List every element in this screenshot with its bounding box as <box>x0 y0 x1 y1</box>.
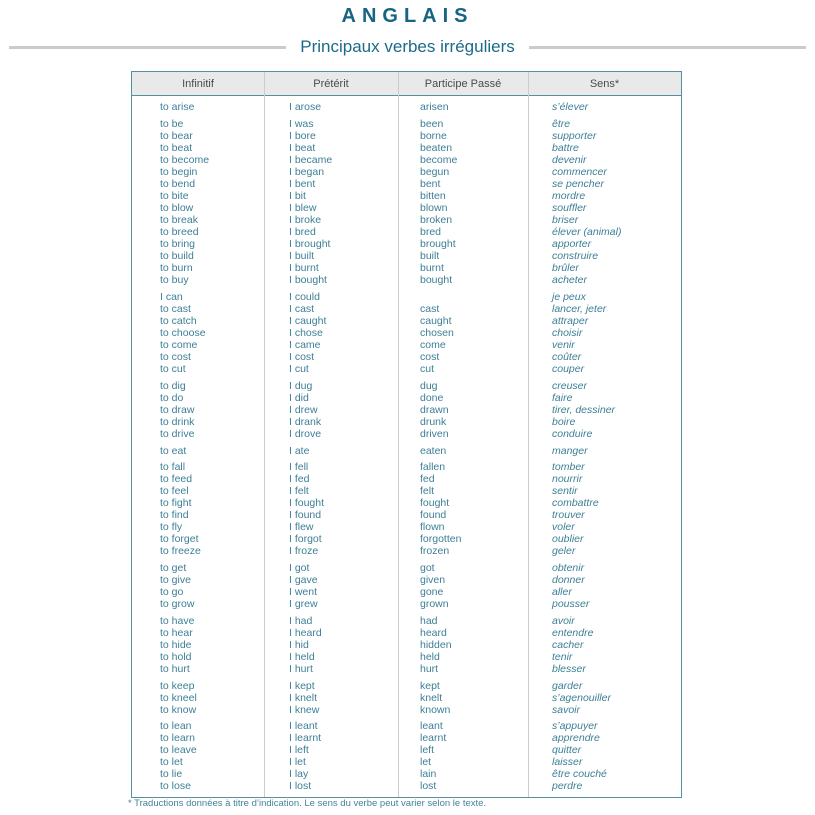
subtitle-row <box>9 37 806 57</box>
cell-sens: trouver <box>552 509 585 522</box>
cell-preterit: I was <box>289 118 314 131</box>
cell-participe-passe: cast <box>420 302 440 315</box>
table-row <box>132 680 681 692</box>
cell-sens: savoir <box>552 703 581 716</box>
cell-participe-passe: held <box>420 650 440 663</box>
cell-infinitif: to learn <box>160 732 196 745</box>
verb-group <box>132 442 681 459</box>
table-row <box>132 339 681 351</box>
cell-sens: briser <box>552 214 579 227</box>
cell-preterit: I cut <box>289 362 309 375</box>
table-row <box>132 521 681 533</box>
cell-sens: quitter <box>552 744 582 757</box>
verb-group <box>132 289 681 378</box>
table-row <box>132 615 681 627</box>
table-row <box>132 692 681 704</box>
cell-sens: geler <box>552 545 576 558</box>
cell-preterit: I blew <box>289 202 317 215</box>
cell-participe-passe: fought <box>420 497 450 510</box>
cell-participe-passe: broken <box>420 214 453 227</box>
cell-infinitif: to buy <box>160 274 189 287</box>
cell-infinitif: to give <box>160 574 191 587</box>
table-header-row <box>132 72 681 96</box>
cell-sens: je peux <box>552 290 586 303</box>
verb-group <box>132 377 681 442</box>
cell-preterit: I beat <box>289 142 316 155</box>
cell-preterit: I hid <box>289 638 309 651</box>
page-title: ANGLAIS <box>341 5 474 27</box>
cell-participe-passe: become <box>420 154 458 167</box>
cell-sens: garder <box>552 679 583 692</box>
cell-sens: tomber <box>552 461 585 474</box>
table-row <box>132 473 681 485</box>
cell-infinitif: to go <box>160 586 184 599</box>
cell-participe-passe: lost <box>420 780 437 793</box>
cell-infinitif: to grow <box>160 598 195 611</box>
cell-infinitif: to arise <box>160 101 195 114</box>
cell-sens: cacher <box>552 638 584 651</box>
cell-participe-passe: cut <box>420 362 435 375</box>
cell-preterit: I fed <box>289 473 310 486</box>
cell-participe-passe: got <box>420 562 435 575</box>
cell-infinitif: to draw <box>160 403 195 416</box>
cell-preterit: I drank <box>289 415 322 428</box>
cell-sens: battre <box>552 142 579 155</box>
cell-preterit: I heard <box>289 626 322 639</box>
cell-preterit: I fought <box>289 497 325 510</box>
table-row <box>132 142 681 154</box>
table-row <box>132 238 681 250</box>
cell-sens: tirer, dessiner <box>552 403 616 416</box>
cell-participe-passe: built <box>420 250 440 263</box>
cell-sens: oublier <box>552 533 584 546</box>
table-row <box>132 226 681 238</box>
cell-sens: perdre <box>552 780 583 793</box>
cell-infinitif: to have <box>160 614 195 627</box>
cell-preterit: I did <box>289 391 309 404</box>
cell-participe-passe: learnt <box>420 732 447 745</box>
cell-participe-passe: come <box>420 338 446 351</box>
table-row <box>132 291 681 303</box>
table-row <box>132 250 681 262</box>
cell-preterit: I dug <box>289 379 313 392</box>
cell-infinitif: to fly <box>160 521 183 534</box>
table-row <box>132 485 681 497</box>
cell-infinitif: to bring <box>160 238 196 251</box>
cell-sens: être couché <box>552 768 607 781</box>
cell-preterit: I lay <box>289 768 309 781</box>
table-row <box>132 303 681 315</box>
cell-participe-passe: hidden <box>420 638 452 651</box>
verb-group <box>132 560 681 613</box>
cell-participe-passe: let <box>420 756 432 769</box>
cell-infinitif: to lean <box>160 720 192 733</box>
cell-sens: mordre <box>552 190 586 203</box>
header-sens: Sens* <box>589 77 620 90</box>
cell-infinitif: to bear <box>160 130 193 143</box>
cell-sens: boire <box>552 415 576 428</box>
table-row <box>132 274 681 286</box>
cell-preterit: I came <box>289 338 321 351</box>
cell-participe-passe: borne <box>420 130 447 143</box>
cell-sens: combattre <box>552 497 599 510</box>
cell-sens: brûler <box>552 262 579 275</box>
table-row <box>132 327 681 339</box>
cell-infinitif: to choose <box>160 326 206 339</box>
table-row <box>132 262 681 274</box>
cell-infinitif: to dig <box>160 379 186 392</box>
table-row <box>132 732 681 744</box>
table-row <box>132 704 681 716</box>
table-row <box>132 428 681 440</box>
cell-sens: commencer <box>552 166 607 179</box>
cell-sens: manger <box>552 444 588 457</box>
cell-infinitif: to get <box>160 562 187 575</box>
table-row <box>132 351 681 363</box>
table-row <box>132 639 681 651</box>
cell-preterit: I flew <box>289 521 314 534</box>
cell-preterit: I found <box>289 509 322 522</box>
cell-infinitif: to blow <box>160 202 194 215</box>
cell-infinitif: to do <box>160 391 184 404</box>
cell-infinitif: to bend <box>160 178 196 191</box>
cell-preterit: I held <box>289 650 315 663</box>
cell-sens: construire <box>552 250 599 263</box>
cell-preterit: I learnt <box>289 732 322 745</box>
table-row <box>132 190 681 202</box>
cell-sens: devenir <box>552 154 587 167</box>
table-row <box>132 651 681 663</box>
cell-infinitif: to fight <box>160 497 192 510</box>
table-row <box>132 416 681 428</box>
cell-preterit: I gave <box>289 574 318 587</box>
cell-preterit: I cost <box>289 350 315 363</box>
cell-infinitif: to forget <box>160 533 199 546</box>
cell-sens: s’agenouiller <box>552 691 611 704</box>
table-body <box>132 96 681 797</box>
cell-infinitif: to hear <box>160 626 193 639</box>
cell-preterit: I arose <box>289 101 322 114</box>
table-row <box>132 130 681 142</box>
cell-participe-passe: chosen <box>420 326 454 339</box>
cell-preterit: I bred <box>289 226 316 239</box>
cell-preterit: I knew <box>289 703 320 716</box>
cell-participe-passe: bent <box>420 178 441 191</box>
cell-sens: faire <box>552 391 573 404</box>
cell-infinitif: to know <box>160 703 197 716</box>
verb-group <box>132 612 681 677</box>
cell-sens: coûter <box>552 350 582 363</box>
cell-preterit: I burnt <box>289 262 319 275</box>
cell-participe-passe: beaten <box>420 142 453 155</box>
verb-group <box>132 116 681 289</box>
cell-participe-passe: burnt <box>420 262 444 275</box>
cell-infinitif: to hurt <box>160 662 190 675</box>
page-subtitle: Principaux verbes irréguliers <box>300 37 515 56</box>
cell-preterit: I bought <box>289 274 327 287</box>
table-row <box>132 166 681 178</box>
table-row <box>132 101 681 113</box>
cell-participe-passe: cost <box>420 350 440 363</box>
cell-infinitif: to drink <box>160 415 195 428</box>
cell-sens: avoir <box>552 614 575 627</box>
cell-participe-passe: gone <box>420 586 444 599</box>
cell-participe-passe: drunk <box>420 415 447 428</box>
cell-infinitif: to fall <box>160 461 186 474</box>
table-row <box>132 533 681 545</box>
table-row <box>132 363 681 375</box>
table-row <box>132 720 681 732</box>
verb-group <box>132 718 681 795</box>
table-row <box>132 768 681 780</box>
cell-participe-passe: grown <box>420 598 449 611</box>
cell-participe-passe: lain <box>420 768 437 781</box>
cell-infinitif: to hold <box>160 650 192 663</box>
cell-participe-passe: given <box>420 574 446 587</box>
cell-sens: donner <box>552 574 585 587</box>
table-row <box>132 461 681 473</box>
cell-preterit: I began <box>289 166 325 179</box>
cell-infinitif: to find <box>160 509 189 522</box>
cell-infinitif: to become <box>160 154 210 167</box>
cell-participe-passe: knelt <box>420 691 443 704</box>
cell-infinitif: to freeze <box>160 545 201 558</box>
table-row <box>132 545 681 557</box>
cell-sens: souffler <box>552 202 587 215</box>
cell-participe-passe: eaten <box>420 444 447 457</box>
cell-participe-passe: leant <box>420 720 443 733</box>
cell-preterit: I grew <box>289 598 318 611</box>
column-separator <box>264 72 265 797</box>
cell-sens: couper <box>552 362 585 375</box>
irregular-verbs-table <box>131 71 682 798</box>
cell-infinitif: to drive <box>160 427 195 440</box>
cell-preterit: I lost <box>289 780 312 793</box>
table-row <box>132 154 681 166</box>
subtitle-rule-left <box>9 46 286 49</box>
cell-sens: choisir <box>552 326 583 339</box>
cell-participe-passe: frozen <box>420 545 450 558</box>
cell-sens: pousser <box>552 598 590 611</box>
cell-participe-passe <box>398 291 528 303</box>
cell-participe-passe: felt <box>420 485 435 498</box>
table-row <box>132 598 681 610</box>
cell-preterit: I bore <box>289 130 316 143</box>
table-row <box>132 497 681 509</box>
table-row <box>132 404 681 416</box>
header-infinitif: Infinitif <box>182 77 214 90</box>
subtitle-rule-right <box>529 46 806 49</box>
cell-sens: apprendre <box>552 732 600 745</box>
cell-preterit: I knelt <box>289 691 318 704</box>
cell-sens: supporter <box>552 130 597 143</box>
table-row <box>132 663 681 675</box>
cell-participe-passe: dug <box>420 379 438 392</box>
table-row <box>132 214 681 226</box>
cell-preterit: I kept <box>289 679 315 692</box>
footnote: * Traductions données à titre d’indication. Le sens du verbe peut varier selon le texte. <box>128 798 487 809</box>
cell-preterit: I drew <box>289 403 318 416</box>
cell-participe-passe: hurt <box>420 662 439 675</box>
cell-sens: venir <box>552 338 575 351</box>
cell-infinitif: to begin <box>160 166 198 179</box>
cell-participe-passe: done <box>420 391 444 404</box>
table-row <box>132 627 681 639</box>
cell-sens: creuser <box>552 379 588 392</box>
cell-participe-passe: left <box>420 744 435 757</box>
cell-preterit: I drove <box>289 427 322 440</box>
table-row <box>132 445 681 457</box>
cell-infinitif: I can <box>160 290 183 303</box>
cell-sens: élever (animal) <box>552 226 622 239</box>
cell-infinitif: to cut <box>160 362 186 375</box>
cell-participe-passe: brought <box>420 238 456 251</box>
table-row <box>132 118 681 130</box>
cell-preterit: I forgot <box>289 533 322 546</box>
cell-participe-passe: caught <box>420 314 452 327</box>
cell-participe-passe: been <box>420 118 444 131</box>
cell-infinitif: to come <box>160 338 198 351</box>
cell-preterit: I chose <box>289 326 323 339</box>
cell-preterit: I bent <box>289 178 316 191</box>
cell-participe-passe: bought <box>420 274 453 287</box>
cell-preterit: I caught <box>289 314 327 327</box>
cell-sens: lancer, jeter <box>552 302 607 315</box>
cell-participe-passe: flown <box>420 521 445 534</box>
cell-infinitif: to beat <box>160 142 193 155</box>
cell-infinitif: to break <box>160 214 198 227</box>
cell-preterit: I cast <box>289 302 315 315</box>
cell-infinitif: to lose <box>160 780 191 793</box>
cell-infinitif: to catch <box>160 314 197 327</box>
cell-sens: aller <box>552 586 572 599</box>
cell-sens: s’élever <box>552 101 589 114</box>
column-separator <box>398 72 399 797</box>
cell-preterit: I bit <box>289 190 306 203</box>
cell-preterit: I went <box>289 586 318 599</box>
cell-participe-passe: had <box>420 614 438 627</box>
table-row <box>132 392 681 404</box>
cell-preterit: I leant <box>289 720 318 733</box>
cell-sens: apporter <box>552 238 592 251</box>
cell-infinitif: to feed <box>160 473 193 486</box>
table-row <box>132 562 681 574</box>
cell-participe-passe: fed <box>420 473 435 486</box>
verb-group <box>132 99 681 116</box>
cell-participe-passe: fallen <box>420 461 446 474</box>
verb-group <box>132 459 681 560</box>
table-row <box>132 780 681 792</box>
cell-participe-passe: arisen <box>420 101 449 114</box>
cell-preterit: I felt <box>289 485 309 498</box>
cell-infinitif: to breed <box>160 226 199 239</box>
column-separator <box>528 72 529 797</box>
table-row <box>132 574 681 586</box>
cell-preterit: I had <box>289 614 313 627</box>
table-row <box>132 509 681 521</box>
cell-infinitif: to be <box>160 118 184 131</box>
cell-sens: s’appuyer <box>552 720 598 733</box>
table-row <box>132 380 681 392</box>
cell-infinitif: to leave <box>160 744 197 757</box>
cell-preterit: I froze <box>289 545 319 558</box>
table-row <box>132 178 681 190</box>
cell-infinitif: to burn <box>160 262 193 275</box>
cell-sens: tenir <box>552 650 573 663</box>
cell-infinitif: to cost <box>160 350 191 363</box>
cell-preterit: I ate <box>289 444 310 457</box>
cell-preterit: I became <box>289 154 333 167</box>
cell-preterit: I let <box>289 756 306 769</box>
cell-infinitif: to kneel <box>160 691 197 704</box>
cell-participe-passe: bred <box>420 226 442 239</box>
cell-participe-passe: bitten <box>420 190 446 203</box>
cell-sens: acheter <box>552 274 588 287</box>
cell-sens: être <box>552 118 571 131</box>
cell-preterit: I hurt <box>289 662 313 675</box>
cell-sens: sentir <box>552 485 578 498</box>
cell-preterit: I got <box>289 562 310 575</box>
cell-participe-passe: heard <box>420 626 447 639</box>
cell-sens: se pencher <box>552 178 604 191</box>
cell-sens: attraper <box>552 314 589 327</box>
cell-participe-passe: kept <box>420 679 440 692</box>
header-participe-passe: Participe Passé <box>424 77 502 90</box>
cell-participe-passe: forgotten <box>420 533 462 546</box>
cell-participe-passe: begun <box>420 166 450 179</box>
table-row <box>132 202 681 214</box>
header-preterit: Prétérit <box>313 77 349 90</box>
cell-sens: blesser <box>552 662 586 675</box>
cell-preterit: I built <box>289 250 315 263</box>
table-row <box>132 586 681 598</box>
cell-sens: nourrir <box>552 473 583 486</box>
cell-participe-passe: drawn <box>420 403 449 416</box>
cell-participe-passe: found <box>420 509 447 522</box>
cell-preterit: I could <box>289 290 320 303</box>
cell-sens: conduire <box>552 427 593 440</box>
cell-preterit: I left <box>289 744 309 757</box>
cell-infinitif: to feel <box>160 485 189 498</box>
table-row <box>132 744 681 756</box>
table-row <box>132 756 681 768</box>
cell-participe-passe: known <box>420 703 451 716</box>
cell-infinitif: to let <box>160 756 183 769</box>
cell-participe-passe: blown <box>420 202 448 215</box>
cell-infinitif: to keep <box>160 679 195 692</box>
cell-preterit: I brought <box>289 238 331 251</box>
cell-preterit: I fell <box>289 461 309 474</box>
cell-infinitif: to bite <box>160 190 189 203</box>
verb-group <box>132 677 681 718</box>
cell-infinitif: to cast <box>160 302 191 315</box>
cell-sens: laisser <box>552 756 583 769</box>
cell-sens: entendre <box>552 626 594 639</box>
cell-infinitif: to hide <box>160 638 192 651</box>
table-row <box>132 315 681 327</box>
cell-infinitif: to eat <box>160 444 187 457</box>
cell-infinitif: to lie <box>160 768 183 781</box>
cell-sens: voler <box>552 521 575 534</box>
cell-participe-passe: driven <box>420 427 449 440</box>
cell-infinitif: to build <box>160 250 194 263</box>
cell-sens: obtenir <box>552 562 585 575</box>
cell-preterit: I broke <box>289 214 322 227</box>
